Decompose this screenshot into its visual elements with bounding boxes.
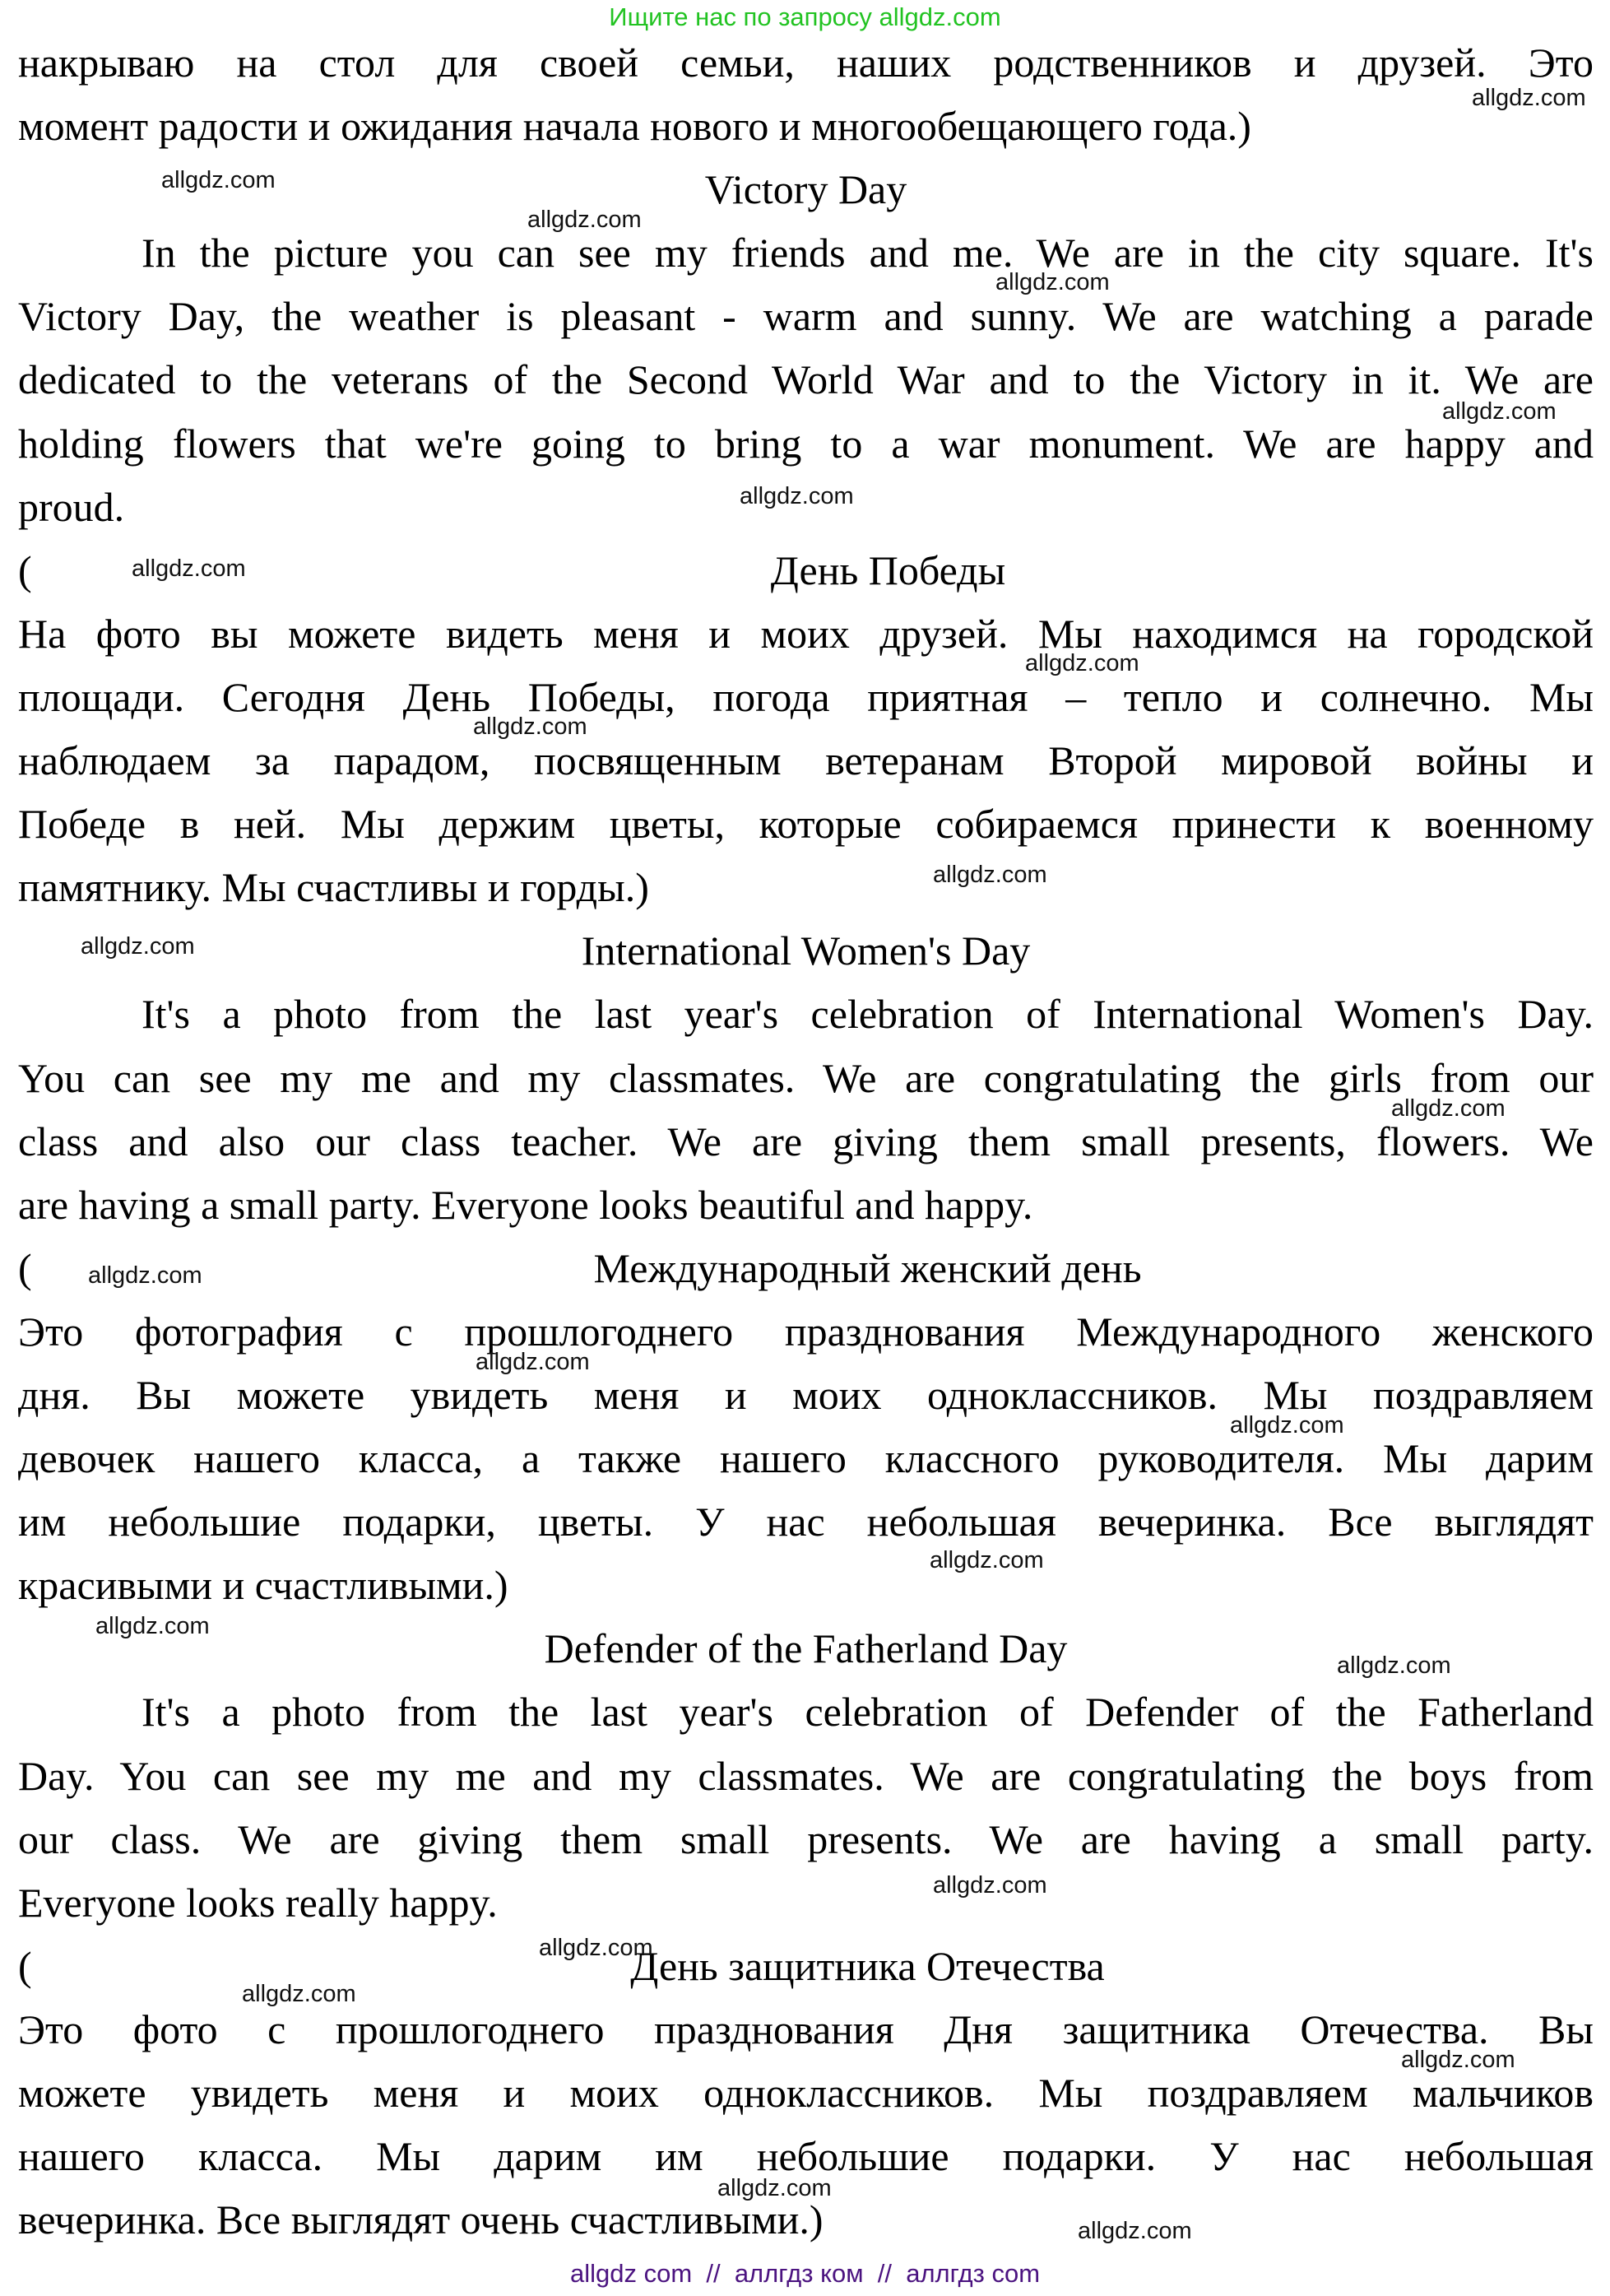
paragraph-line: It's a photo from the last year's celebration of Defender of the Fatherland: [142, 1689, 1594, 1736]
watermark: allgdz.com: [132, 555, 246, 582]
paragraph-line: our class. We are giving them small presents. We are having a small party.: [18, 1815, 1594, 1862]
watermark: allgdz.com: [242, 1981, 356, 2007]
paragraph-line: Day. You can see my me and my classmates. We are congratulating the boys from: [18, 1752, 1594, 1799]
watermark: allgdz.com: [1078, 2218, 1192, 2244]
open-paren: (: [18, 1244, 32, 1291]
section-title-den-pobedy: [18, 539, 1594, 602]
paragraph-line: нашего класса. Мы дарим им небольшие подарки. У нас небольшая: [18, 2133, 1594, 2180]
search-banner: Ищите нас по запросу allgdz.com: [609, 2, 1001, 31]
paragraph-line: Victory Day, the weather is pleasant - warm and sunny. We are watching a parade: [18, 293, 1594, 340]
paragraph-line: Победе в ней. Мы держим цветы, которые собираемся принести к военному: [18, 801, 1594, 848]
footer-banner: allgdz com // аллгдз ком // аллгдз com: [569, 2259, 1041, 2288]
open-paren: (: [18, 1942, 32, 1989]
section-title-defender-day: Defender of the Fatherland Day: [544, 1625, 1068, 1672]
watermark: allgdz.com: [995, 269, 1110, 295]
paragraph-line: можете увидеть меня и моих одноклассников. Мы поздравляем мальчиков: [18, 2070, 1594, 2116]
paragraph-line: девочек нашего класса, а также нашего классного руководителя. Мы дарим: [18, 1435, 1594, 1482]
paragraph-line: dedicated to the veterans of the Second World War and to the Victory in it. We are: [18, 356, 1594, 403]
watermark: allgdz.com: [81, 933, 195, 960]
paragraph-line: накрываю на стол для своей семьи, наших родственников и друзей. Это: [18, 40, 1594, 86]
watermark: allgdz.com: [717, 2175, 832, 2201]
paragraph-line: Это фото с прошлогоднего празднования Дня защитника Отечества. Вы: [18, 2006, 1594, 2052]
watermark: allgdz.com: [1337, 1652, 1451, 1679]
watermark: allgdz.com: [95, 1613, 210, 1639]
watermark: allgdz.com: [1442, 398, 1557, 425]
paragraph-line: are having a small party. Everyone looks beautiful and happy.: [18, 1181, 1033, 1228]
paragraph-line: вечеринка. Все выглядят очень счастливыми.): [18, 2196, 824, 2243]
watermark: allgdz.com: [740, 483, 854, 509]
paragraph-line: Это фотография с прошлогоднего празднования Международного женского: [18, 1308, 1594, 1355]
paragraph-line: им небольшие подарки, цветы. У нас небольшая вечеринка. Все выглядят: [18, 1499, 1594, 1545]
paragraph-line: На фото вы можете видеть меня и моих друзей. Мы находимся на городской: [18, 610, 1594, 657]
watermark: allgdz.com: [1472, 85, 1586, 111]
paragraph-line: It's a photo from the last year's celebration of International Women's Day.: [142, 991, 1594, 1038]
watermark: allgdz.com: [1230, 1412, 1344, 1438]
section-title-text: День защитника Отечества: [630, 1942, 1105, 1989]
paragraph-line: дня. Вы можете увидеть меня и моих одноклассников. Мы поздравляем: [18, 1371, 1594, 1418]
watermark: allgdz.com: [933, 862, 1047, 888]
section-title-text: День Победы: [770, 546, 1006, 593]
open-paren: (: [18, 546, 32, 593]
section-title-zhenskiy-den: [18, 1237, 1594, 1300]
watermark: allgdz.com: [1025, 650, 1139, 676]
watermark: allgdz.com: [473, 713, 587, 740]
paragraph-line: момент радости и ожидания начала нового и многообещающего года.): [18, 103, 1251, 150]
paragraph-line: Everyone looks really happy.: [18, 1879, 498, 1926]
section-title-text: Международный женский день: [593, 1244, 1142, 1291]
paragraph-line: proud.: [18, 483, 125, 530]
watermark: allgdz.com: [1391, 1095, 1506, 1122]
watermark: allgdz.com: [527, 207, 642, 233]
watermark: allgdz.com: [539, 1935, 653, 1961]
section-title-womens-day: International Women's Day: [581, 927, 1031, 974]
watermark: allgdz.com: [88, 1262, 202, 1289]
paragraph-line: In the picture you can see my friends and me. We are in the city square. It's: [142, 230, 1594, 277]
watermark: allgdz.com: [1401, 2047, 1515, 2073]
watermark: allgdz.com: [161, 167, 276, 193]
paragraph-line: You can see my me and my classmates. We are congratulating the girls from our: [18, 1054, 1594, 1101]
paragraph-line: class and also our class teacher. We are giving them small presents, flowers. We: [18, 1118, 1594, 1164]
document-body: [18, 31, 1594, 2252]
paragraph-line: holding flowers that we're going to bring to a war monument. We are happy and: [18, 420, 1594, 467]
paragraph-line: площади. Сегодня День Победы, погода приятная – тепло и солнечно. Мы: [18, 673, 1594, 720]
watermark: allgdz.com: [930, 1547, 1044, 1573]
watermark: allgdz.com: [933, 1872, 1047, 1899]
paragraph-line: красивыми и счастливыми.): [18, 1562, 508, 1609]
paragraph-line: наблюдаем за парадом, посвященным ветеранам Второй мировой войны и: [18, 737, 1594, 784]
section-title-victory-day: Victory Day: [704, 166, 907, 213]
paragraph-line: памятнику. Мы счастливы и горды.): [18, 864, 649, 911]
watermark: allgdz.com: [476, 1349, 590, 1375]
